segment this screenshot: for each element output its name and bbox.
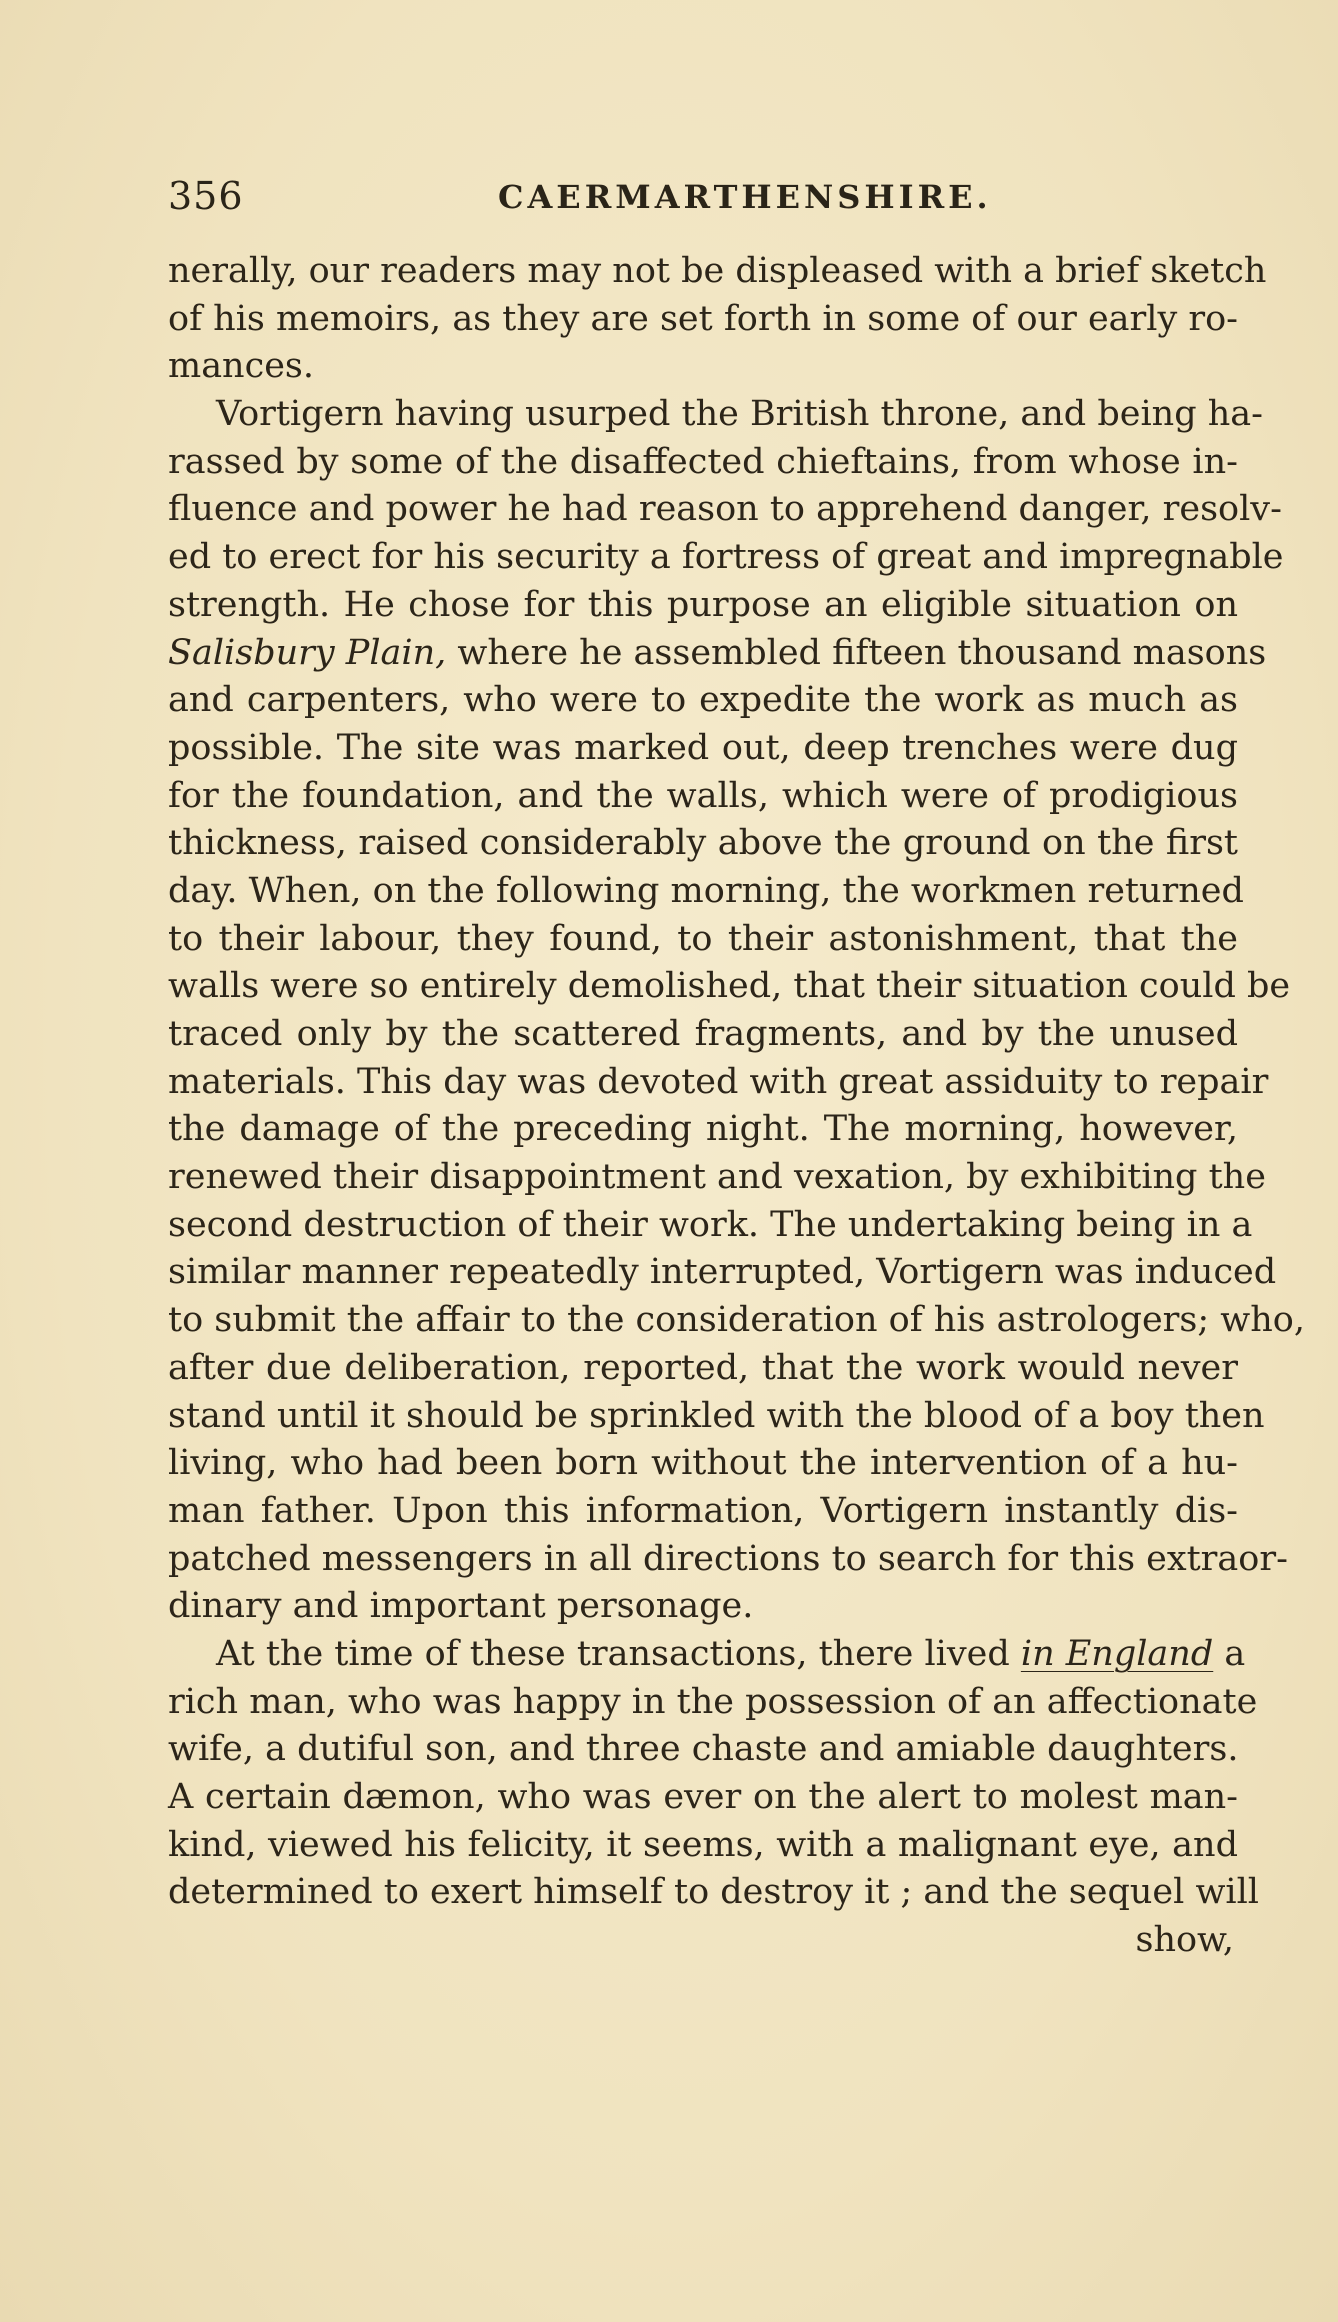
text-line: rich man, who was happy in the possession of an affectionate (168, 1681, 1258, 1722)
text-line: wife, a dutiful son, and three chaste and amiable daughters. (168, 1729, 1239, 1770)
text-line: man father. Upon this information, Vortigern instantly dis- (168, 1490, 1238, 1531)
text-line: to their labour, they found, to their astonishment, that the (168, 918, 1238, 959)
text-line: thickness, raised considerably above the ground on the first (168, 823, 1238, 864)
line-post: where he assembled fifteen thousand masons (446, 632, 1267, 673)
text-line: kind, viewed his felicity, it seems, with a malignant eye, and (168, 1824, 1238, 1865)
text-line: determined to exert himself to destroy it ; and the sequel will (168, 1872, 1259, 1913)
text-line: second destruction of their work. The undertaking being in a (168, 1204, 1253, 1245)
text-line: ed to erect for his security a fortress of great and impregnable (168, 537, 1284, 578)
text-line (168, 630, 1267, 678)
text-line: and carpenters, who were to expedite the work as much as (168, 680, 1238, 721)
text-line: for the foundation, and the walls, which were of prodigious (168, 775, 1238, 816)
text-line: stand until it should be sprinkled with the blood of a boy then (168, 1395, 1265, 1436)
text-line: renewed their disappointment and vexation, by exhibiting the (168, 1157, 1266, 1198)
text-line: Vortigern having usurped the British throne, and being ha- (216, 394, 1263, 435)
text-line: dinary and important personage. (168, 1586, 754, 1627)
text-line: possible. The site was marked out, deep trenches were dug (168, 727, 1238, 768)
text-line: living, who had been born without the intervention of a hu- (168, 1443, 1238, 1484)
catchword: show, (1135, 1920, 1234, 1961)
text-line: materials. This day was devoted with great assiduity to repair (168, 1061, 1269, 1102)
text-line: to submit the affair to the consideration of his astrologers; who, (168, 1300, 1305, 1341)
text-line: walls were so entirely demolished, that their situation could be (168, 966, 1291, 1007)
text-line: A certain dæmon, who was ever on the alert to molest man- (168, 1777, 1238, 1817)
page-number: 356 (168, 174, 244, 218)
text-line: nerally, our readers may not be displeased with a brief sketch (168, 251, 1267, 291)
text-line: fluence and power he had reason to apprehend danger, resolv- (168, 489, 1282, 530)
line-pre: At the time of these transactions, there lived (216, 1633, 1021, 1674)
line-post: a (1213, 1633, 1246, 1674)
text-line: after due deliberation, reported, that the work would never (168, 1347, 1238, 1388)
text-line: mances. (168, 346, 314, 387)
text-line: rassed by some of the disaffected chieftains, from whose in- (168, 441, 1238, 482)
text-line: similar manner repeatedly interrupted, Vortigern was induced (168, 1252, 1277, 1293)
page-header (168, 168, 1228, 228)
text-line (168, 1631, 1246, 1679)
text-line: day. When, on the following morning, the workmen returned (168, 870, 1244, 911)
text-line: traced only by the scattered fragments, and by the unused (168, 1014, 1238, 1054)
body-text (168, 248, 1305, 1965)
text-line: of his memoirs, as they are set forth in some of our early ro- (168, 298, 1238, 339)
text-line: strength. He chose for this purpose an eligible situation on (168, 584, 1238, 625)
text-line: the damage of the preceding night. The morning, however, (168, 1109, 1238, 1150)
italic-place-name: in England (1020, 1633, 1214, 1674)
text-line: patched messengers in all directions to search for this extraor- (168, 1538, 1288, 1579)
italic-place-name: Salisbury Plain, (168, 632, 447, 673)
running-head: CAERMARTHENSHIRE. (498, 178, 992, 216)
